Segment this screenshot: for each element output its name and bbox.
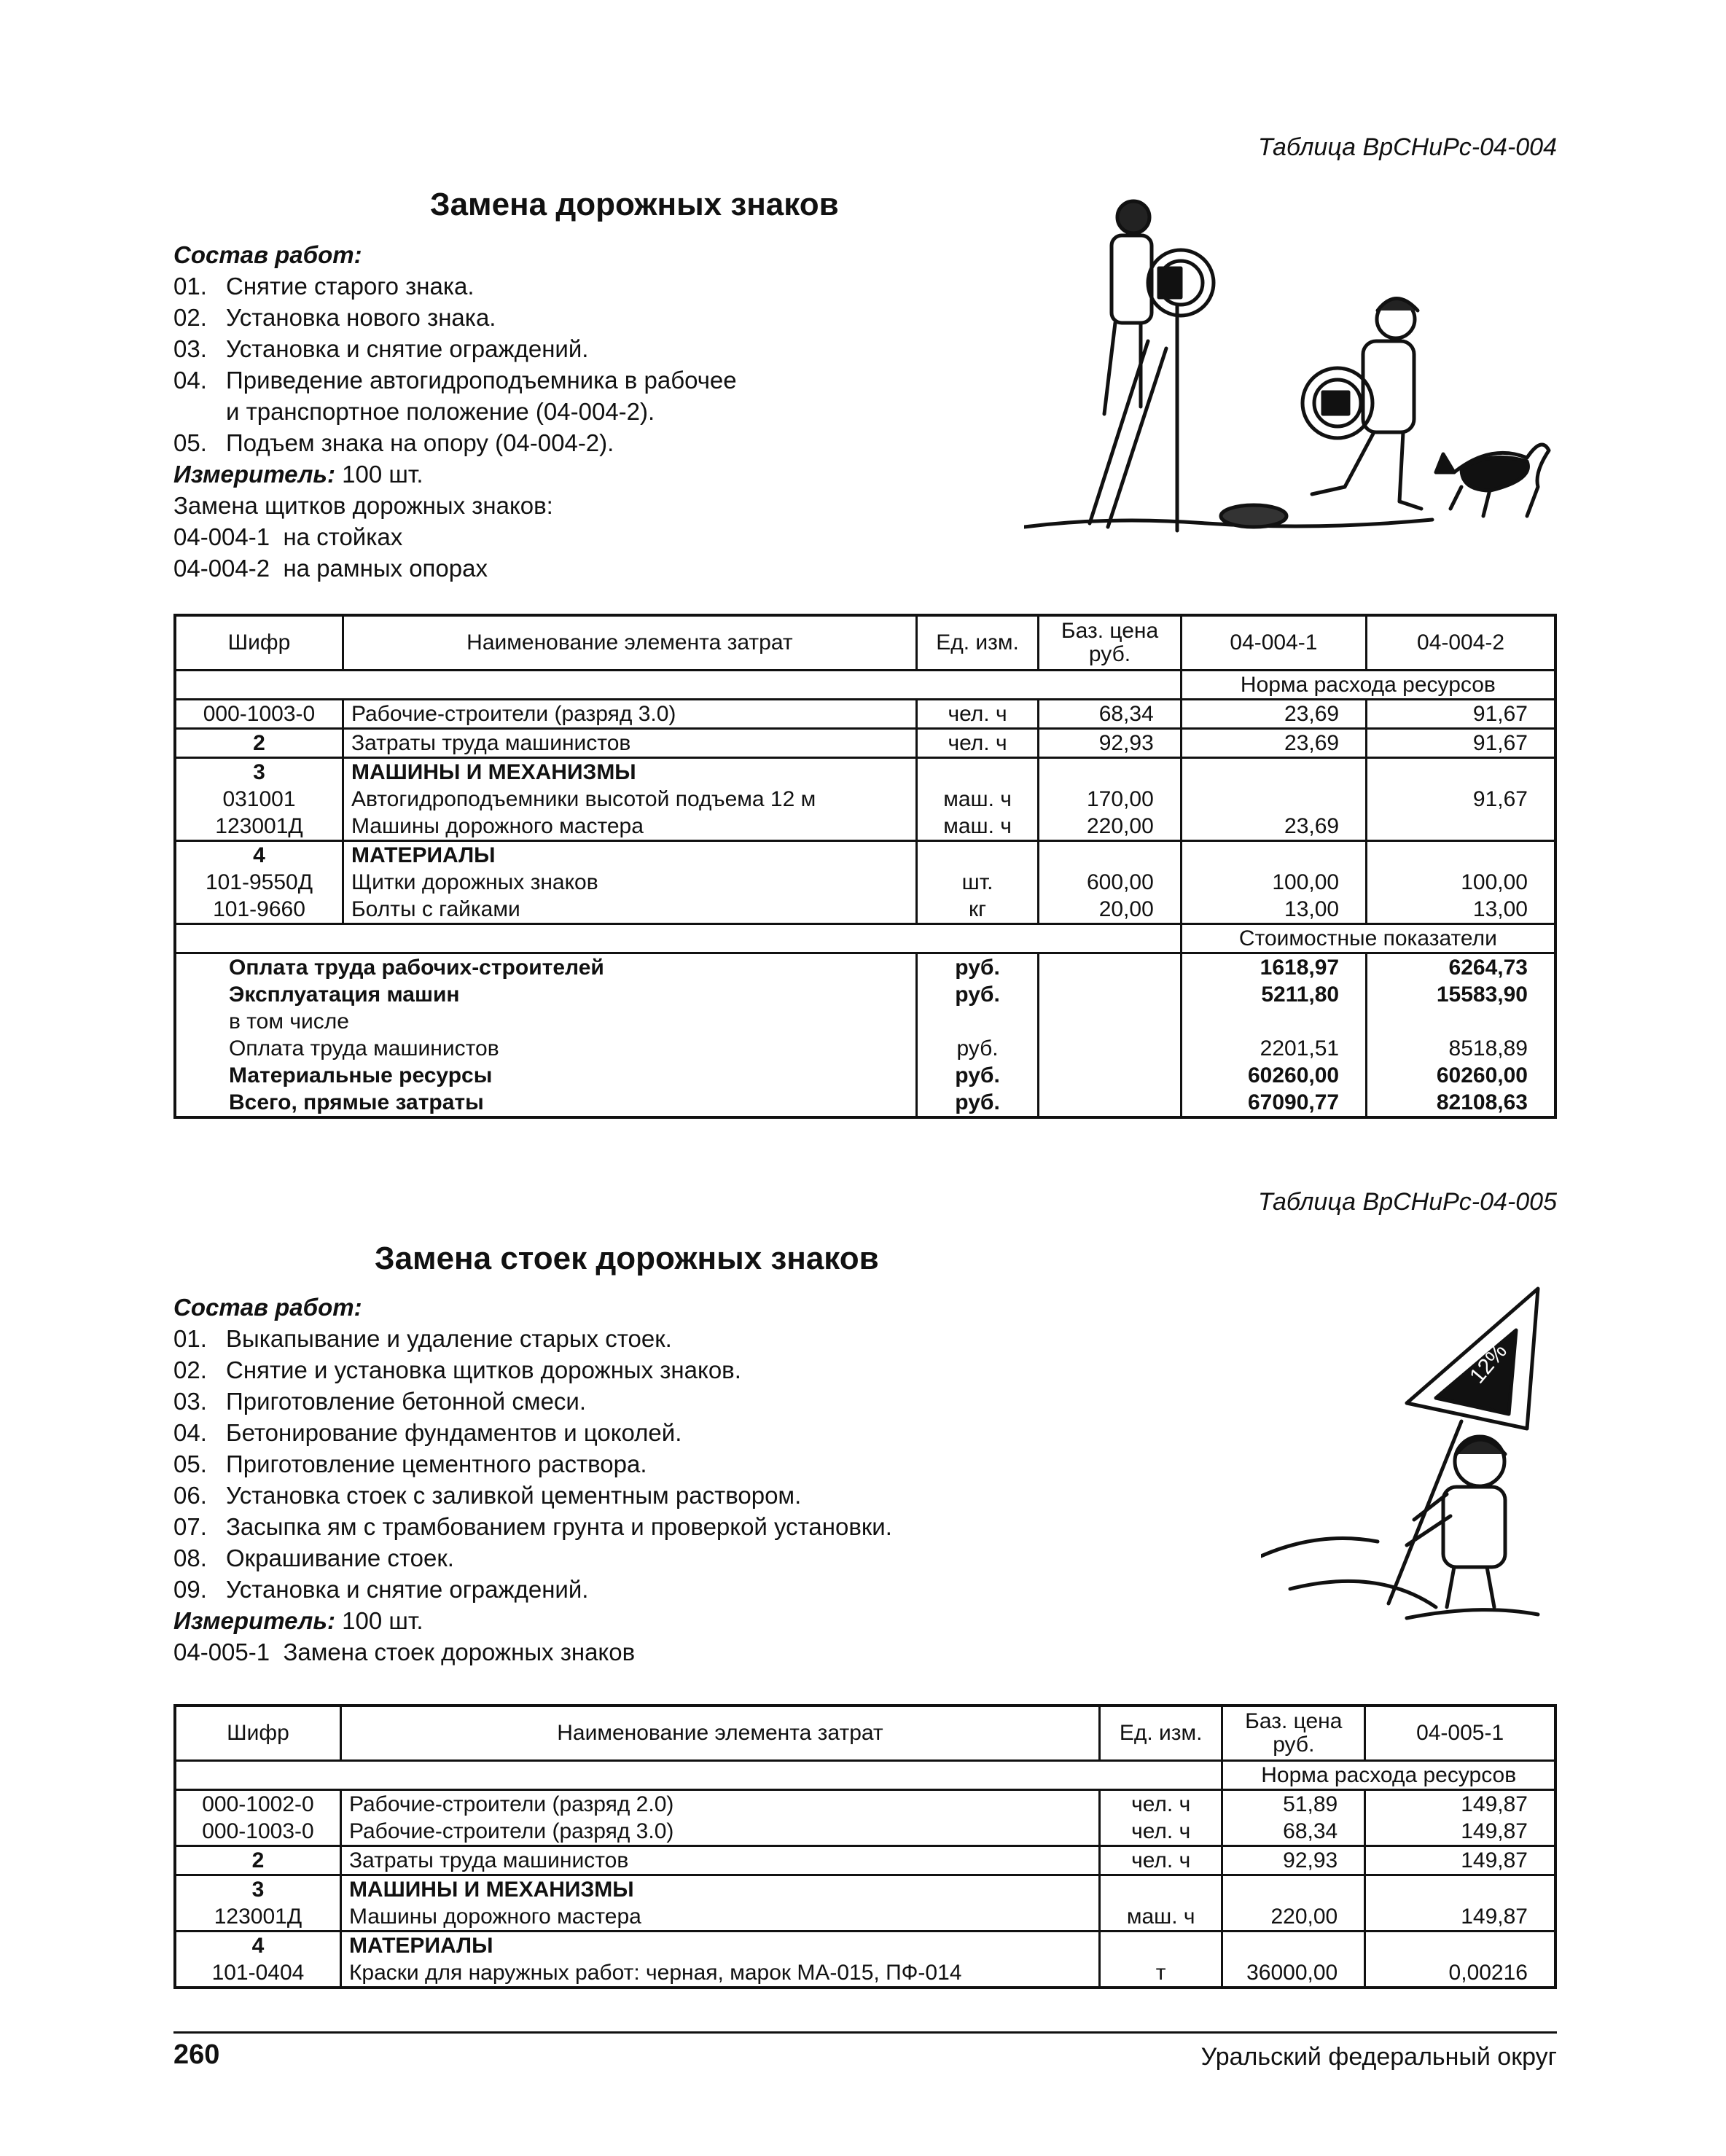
sign-worker-illustration (1261, 1276, 1553, 1625)
work-item-number: 05. (173, 429, 207, 456)
work-item-number: 02. (173, 1356, 207, 1383)
variants-subtitle: Замена щитков дорожных знаков: (173, 492, 553, 519)
name-cell: Рабочие-строители (разряд 2.0) (340, 1790, 1099, 1819)
table-row (175, 729, 1555, 758)
footer-region: Уральский федеральный округ (1200, 2043, 1557, 2071)
group-heading-cell: МАШИНЫ И МЕХАНИЗМЫ (340, 1875, 1099, 1904)
table-row (175, 1932, 1555, 1960)
measure-line (173, 458, 737, 490)
variant-text: на стойках (283, 523, 403, 550)
price-cell: 36000,00 (1222, 1959, 1365, 1988)
table-row (175, 813, 1555, 841)
column-header: Баз. цена руб. (1222, 1706, 1365, 1761)
cost-name-cell: в том числе (175, 1008, 916, 1035)
unit-cell: маш. ч (916, 786, 1039, 813)
section-title-1: Замена дорожных знаков (430, 187, 839, 222)
work-item (173, 1417, 892, 1448)
value-cell: 23,69 (1181, 813, 1366, 841)
unit-cell: руб. (916, 953, 1039, 982)
code-cell: 2 (175, 1846, 340, 1875)
table-row (175, 869, 1555, 896)
value-cell: 91,67 (1367, 729, 1555, 758)
work-item-text: Установка и снятие ограждений. (226, 335, 589, 362)
code-cell: 4 (175, 1932, 340, 1960)
work-item (173, 1323, 892, 1354)
work-item (173, 396, 737, 427)
variant-code: 04-004-1 (173, 523, 270, 550)
value-cell: 13,00 (1181, 896, 1366, 924)
work-item (173, 333, 737, 364)
table-header-row (175, 1706, 1555, 1761)
work-item-text: Приведение автогидроподъемника в рабочее (226, 367, 737, 394)
unit-cell: чел. ч (1099, 1846, 1222, 1875)
variant-item (173, 1636, 892, 1668)
work-item-text: Выкапывание и удаление старых стоек. (226, 1325, 672, 1352)
work-item (173, 427, 737, 458)
sign-grade-text: 12% (1465, 1339, 1512, 1388)
table-reference-2: Таблица ВрСНиРс-04-005 (1257, 1188, 1557, 1216)
norm-label-row (175, 1761, 1555, 1790)
variant-code: 04-005-1 (173, 1639, 270, 1665)
work-item-number: 05. (173, 1450, 207, 1477)
column-header: 04-004-1 (1181, 615, 1366, 671)
table-reference-1: Таблица ВрСНиРс-04-004 (1257, 133, 1557, 161)
column-header: Шифр (175, 1706, 340, 1761)
work-item-number: 07. (173, 1513, 207, 1540)
cost-name-cell: Всего, прямые затраты (175, 1089, 916, 1117)
work-item-text: Снятие старого знака. (226, 273, 475, 300)
measure-label: Измеритель: (173, 461, 335, 488)
name-cell: Щитки дорожных знаков (343, 869, 916, 896)
group-heading-cell: МАТЕРИАЛЫ (343, 841, 916, 870)
work-item (173, 1448, 892, 1480)
unit-cell: руб. (916, 1062, 1039, 1089)
work-item-text: Приготовление бетонной смеси. (226, 1388, 587, 1415)
work-item-text: Установка нового знака. (226, 304, 496, 331)
work-item-number: 09. (173, 1576, 207, 1603)
norm-label: Норма расхода ресурсов (1181, 671, 1555, 700)
code-cell: 3 (175, 758, 343, 786)
value-cell: 8518,89 (1367, 1035, 1555, 1062)
column-header: Ед. изм. (916, 615, 1039, 671)
table-row (175, 1959, 1555, 1988)
norm-label-row (175, 671, 1555, 700)
cost-row (175, 1008, 1555, 1035)
unit-cell: чел. ч (1099, 1818, 1222, 1846)
measure-line (173, 1605, 892, 1636)
work-item-number: 02. (173, 304, 207, 331)
cost-label-row (175, 924, 1555, 953)
value-cell: 91,67 (1367, 786, 1555, 813)
variant-text: Замена стоек дорожных знаков (283, 1639, 636, 1665)
norm-label: Норма расхода ресурсов (1222, 1761, 1555, 1790)
table-row (175, 1790, 1555, 1819)
unit-cell: чел. ч (916, 700, 1039, 729)
value-cell: 82108,63 (1367, 1089, 1555, 1117)
value-cell (1181, 786, 1366, 813)
cost-label: Стоимостные показатели (1181, 924, 1555, 953)
code-cell: 031001 (175, 786, 343, 813)
cost-row (175, 1062, 1555, 1089)
value-cell: 100,00 (1181, 869, 1366, 896)
work-item (173, 302, 737, 333)
price-cell: 20,00 (1039, 896, 1181, 924)
value-cell: 100,00 (1367, 869, 1555, 896)
value-cell: 60260,00 (1367, 1062, 1555, 1089)
work-item (173, 1542, 892, 1574)
work-item-number: 04. (173, 1419, 207, 1446)
measure-label: Измеритель: (173, 1607, 335, 1634)
cost-name-cell: Оплата труда машинистов (175, 1035, 916, 1062)
unit-cell: маш. ч (1099, 1903, 1222, 1932)
work-item (173, 1480, 892, 1511)
table-row (175, 758, 1555, 786)
work-item (173, 1511, 892, 1542)
column-header: Шифр (175, 615, 343, 671)
work-item-text: Бетонирование фундаментов и цоколей. (226, 1419, 682, 1446)
price-cell: 92,93 (1222, 1846, 1365, 1875)
unit-cell: руб. (916, 1089, 1039, 1117)
unit-cell: маш. ч (916, 813, 1039, 841)
work-item-number: 08. (173, 1544, 207, 1571)
work-item-text: Установка стоек с заливкой цементным раствором. (226, 1482, 802, 1509)
work-item-text: и транспортное положение (04-004-2). (226, 398, 655, 425)
cost-row (175, 981, 1555, 1008)
value-cell: 149,87 (1365, 1818, 1555, 1846)
value-cell: 149,87 (1365, 1790, 1555, 1819)
composition-label: Состав работ: (173, 1294, 362, 1321)
cost-row (175, 953, 1555, 982)
name-cell: Автогидроподъемники высотой подъема 12 м (343, 786, 916, 813)
value-cell: 1618,97 (1181, 953, 1366, 982)
value-cell: 67090,77 (1181, 1089, 1366, 1117)
code-cell: 000-1003-0 (175, 700, 343, 729)
work-item-text: Установка и снятие ограждений. (226, 1576, 589, 1603)
table-header-row (175, 615, 1555, 671)
code-cell: 123001Д (175, 813, 343, 841)
variant-text: на рамных опорах (283, 555, 488, 582)
table-row (175, 1903, 1555, 1932)
group-heading-cell: МАТЕРИАЛЫ (340, 1932, 1099, 1960)
page-number: 260 (173, 2039, 220, 2070)
value-cell: 23,69 (1181, 729, 1366, 758)
price-cell: 51,89 (1222, 1790, 1365, 1819)
unit-cell: чел. ч (916, 729, 1039, 758)
cost-name-cell: Материальные ресурсы (175, 1062, 916, 1089)
value-cell (1367, 813, 1555, 841)
work-item (173, 364, 737, 396)
code-cell: 101-0404 (175, 1959, 340, 1988)
work-item-text: Подъем знака на опору (04-004-2). (226, 429, 614, 456)
column-header: Наименование элемента затрат (340, 1706, 1099, 1761)
work-item-text: Засыпка ям с трамбованием грунта и проверкой установки. (226, 1513, 892, 1540)
value-cell: 23,69 (1181, 700, 1366, 729)
work-item-number: 01. (173, 273, 207, 300)
work-item (173, 1354, 892, 1386)
value-cell: 0,00216 (1365, 1959, 1555, 1988)
unit-cell: шт. (916, 869, 1039, 896)
table-row (175, 786, 1555, 813)
value-cell: 6264,73 (1367, 953, 1555, 982)
name-cell: Машины дорожного мастера (340, 1903, 1099, 1932)
unit-cell: кг (916, 896, 1039, 924)
code-cell: 3 (175, 1875, 340, 1904)
section-title-2: Замена стоек дорожных знаков (375, 1241, 879, 1276)
value-cell: 60260,00 (1181, 1062, 1366, 1089)
cost-row (175, 1035, 1555, 1062)
code-cell: 4 (175, 841, 343, 870)
work-item-number: 04. (173, 367, 207, 394)
cost-table-04-004 (173, 614, 1557, 1119)
work-item-text: Окрашивание стоек. (226, 1544, 454, 1571)
work-item-text: Приготовление цементного раствора. (226, 1450, 647, 1477)
price-cell: 600,00 (1039, 869, 1181, 896)
price-cell: 68,34 (1222, 1818, 1365, 1846)
table-row (175, 841, 1555, 870)
code-cell: 000-1003-0 (175, 1818, 340, 1846)
composition-label: Состав работ: (173, 241, 362, 268)
name-cell: Болты с гайками (343, 896, 916, 924)
price-cell: 92,93 (1039, 729, 1181, 758)
workers-illustration (1024, 195, 1563, 567)
value-cell: 5211,80 (1181, 981, 1366, 1008)
code-cell: 000-1002-0 (175, 1790, 340, 1819)
measure-value: 100 шт. (342, 1607, 423, 1634)
cost-row (175, 1089, 1555, 1117)
name-cell: Рабочие-строители (разряд 3.0) (340, 1818, 1099, 1846)
work-item-number: 03. (173, 335, 207, 362)
value-cell: 149,87 (1365, 1846, 1555, 1875)
variant-item (173, 552, 737, 584)
table-row (175, 1875, 1555, 1904)
price-cell: 68,34 (1039, 700, 1181, 729)
value-cell: 2201,51 (1181, 1035, 1366, 1062)
price-cell: 220,00 (1039, 813, 1181, 841)
work-item-text: Снятие и установка щитков дорожных знаков. (226, 1356, 741, 1383)
table-row (175, 1846, 1555, 1875)
unit-cell: руб. (916, 981, 1039, 1008)
column-header: 04-004-2 (1367, 615, 1555, 671)
value-cell: 15583,90 (1367, 981, 1555, 1008)
work-item-number: 03. (173, 1388, 207, 1415)
price-cell: 220,00 (1222, 1903, 1365, 1932)
table-row (175, 1818, 1555, 1846)
name-cell: Машины дорожного мастера (343, 813, 916, 841)
column-header: Баз. цена руб. (1039, 615, 1181, 671)
work-item-number: 01. (173, 1325, 207, 1352)
code-cell: 123001Д (175, 1903, 340, 1932)
code-cell: 101-9660 (175, 896, 343, 924)
unit-cell: т (1099, 1959, 1222, 1988)
cost-table-04-005 (173, 1704, 1557, 1989)
code-cell: 101-9550Д (175, 869, 343, 896)
work-composition-1 (173, 239, 737, 584)
measure-value: 100 шт. (342, 461, 423, 488)
column-header: Наименование элемента затрат (343, 615, 916, 671)
column-header: Ед. изм. (1099, 1706, 1222, 1761)
name-cell: Рабочие-строители (разряд 3.0) (343, 700, 916, 729)
work-item (173, 270, 737, 302)
footer-divider (173, 2031, 1557, 2034)
work-item-number: 06. (173, 1482, 207, 1509)
cost-name-cell: Эксплуатация машин (175, 981, 916, 1008)
value-cell: 149,87 (1365, 1903, 1555, 1932)
unit-cell: чел. ч (1099, 1790, 1222, 1819)
price-cell: 170,00 (1039, 786, 1181, 813)
name-cell: Затраты труда машинистов (340, 1846, 1099, 1875)
value-cell: 13,00 (1367, 896, 1555, 924)
name-cell: Затраты труда машинистов (343, 729, 916, 758)
value-cell: 91,67 (1367, 700, 1555, 729)
cost-name-cell: Оплата труда рабочих-строителей (175, 953, 916, 982)
work-item (173, 1386, 892, 1417)
group-heading-cell: МАШИНЫ И МЕХАНИЗМЫ (343, 758, 916, 786)
work-item (173, 1574, 892, 1605)
variant-item (173, 521, 737, 552)
column-header: 04-005-1 (1365, 1706, 1555, 1761)
code-cell: 2 (175, 729, 343, 758)
table-row (175, 896, 1555, 924)
name-cell: Краски для наружных работ: черная, марок МА-015, ПФ-014 (340, 1959, 1099, 1988)
unit-cell: руб. (916, 1035, 1039, 1062)
work-composition-2 (173, 1292, 892, 1668)
table-row (175, 700, 1555, 729)
variant-code: 04-004-2 (173, 555, 270, 582)
